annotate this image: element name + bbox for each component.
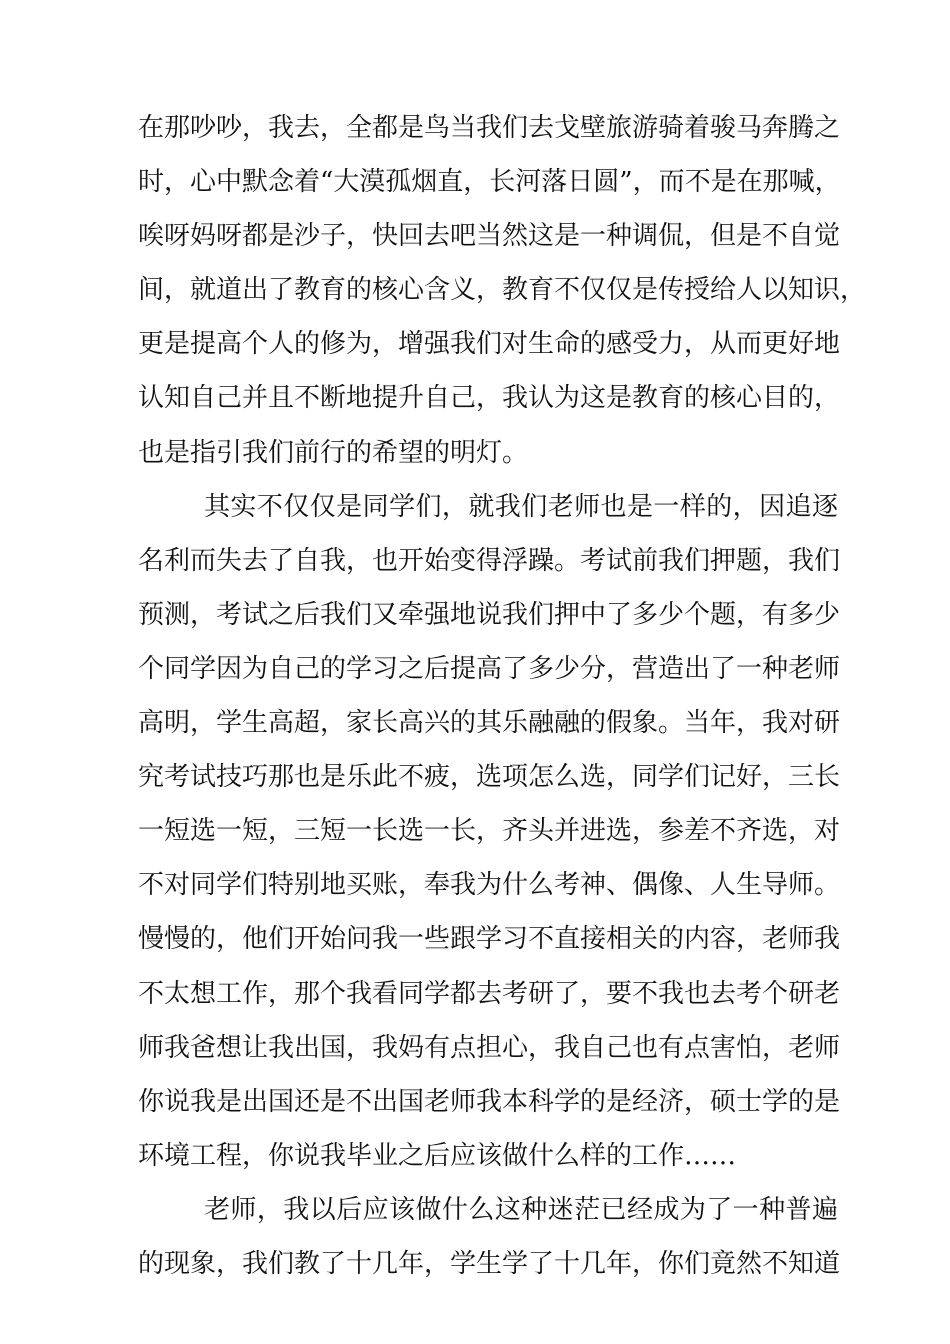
text-line: 你说我是出国还是不出国老师我本科学的是经济，硕士学的是 xyxy=(138,1086,841,1117)
text-line: 认知自己并且不断地提升自己，我认为这是教育的核心目的， xyxy=(138,383,841,414)
text-line: 在那吵吵，我去，全都是鸟当我们去戈壁旅游骑着骏马奔腾之 xyxy=(138,113,841,143)
text-line: 不对同学们特别地买账，奉我为什么考神、偶像、人生导师。 xyxy=(138,870,841,901)
text-line: 师我爸想让我出国，我妈有点担心，我自己也有点害怕，老师 xyxy=(138,1032,841,1063)
text-line: 间，就道出了教育的核心含义，教育不仅仅是传授给人以知识， xyxy=(138,275,867,306)
text-line: 个同学因为自己的学习之后提高了多少分，营造出了一种老师 xyxy=(138,653,841,684)
text-line: 也是指引我们前行的希望的明灯。 xyxy=(138,437,529,468)
text-line: 预测，考试之后我们又牵强地说我们押中了多少个题，有多少 xyxy=(138,599,841,630)
text-line: 其实不仅仅是同学们，就我们老师也是一样的，因追逐 xyxy=(204,491,838,522)
text-line: 时，心中默念着“大漠孤烟直，长河落日圆”，而不是在那喊， xyxy=(138,167,841,198)
body-text xyxy=(138,106,867,1296)
text-line: 究考试技巧那也是乐此不疲，选项怎么选，同学们记好，三长 xyxy=(138,762,841,793)
text-line: 名利而失去了自我，也开始变得浮躁。考试前我们押题，我们 xyxy=(138,545,841,576)
text-line: 老师，我以后应该做什么这种迷茫已经成为了一种普遍 xyxy=(204,1194,838,1225)
text-line: 高明，学生高超，家长高兴的其乐融融的假象。当年，我对研 xyxy=(138,708,841,739)
text-line: 环境工程，你说我毕业之后应该做什么样的工作…… xyxy=(138,1140,737,1171)
text-line: 一短选一短，三短一长选一长，齐头并进选，参差不齐选，对 xyxy=(138,816,841,847)
text-line: 慢慢的，他们开始问我一些跟学习不直接相关的内容，老师我 xyxy=(138,924,841,955)
text-line: 的现象，我们教了十几年，学生学了十几年，你们竟然不知道 xyxy=(138,1248,841,1279)
text-line: 唉呀妈呀都是沙子，快回去吧当然这是一种调侃，但是不自觉 xyxy=(138,221,841,252)
text-line: 更是提高个人的修为，增强我们对生命的感受力，从而更好地 xyxy=(138,329,841,360)
text-line: 不太想工作，那个我看同学都去考研了，要不我也去考个研老 xyxy=(138,978,841,1009)
